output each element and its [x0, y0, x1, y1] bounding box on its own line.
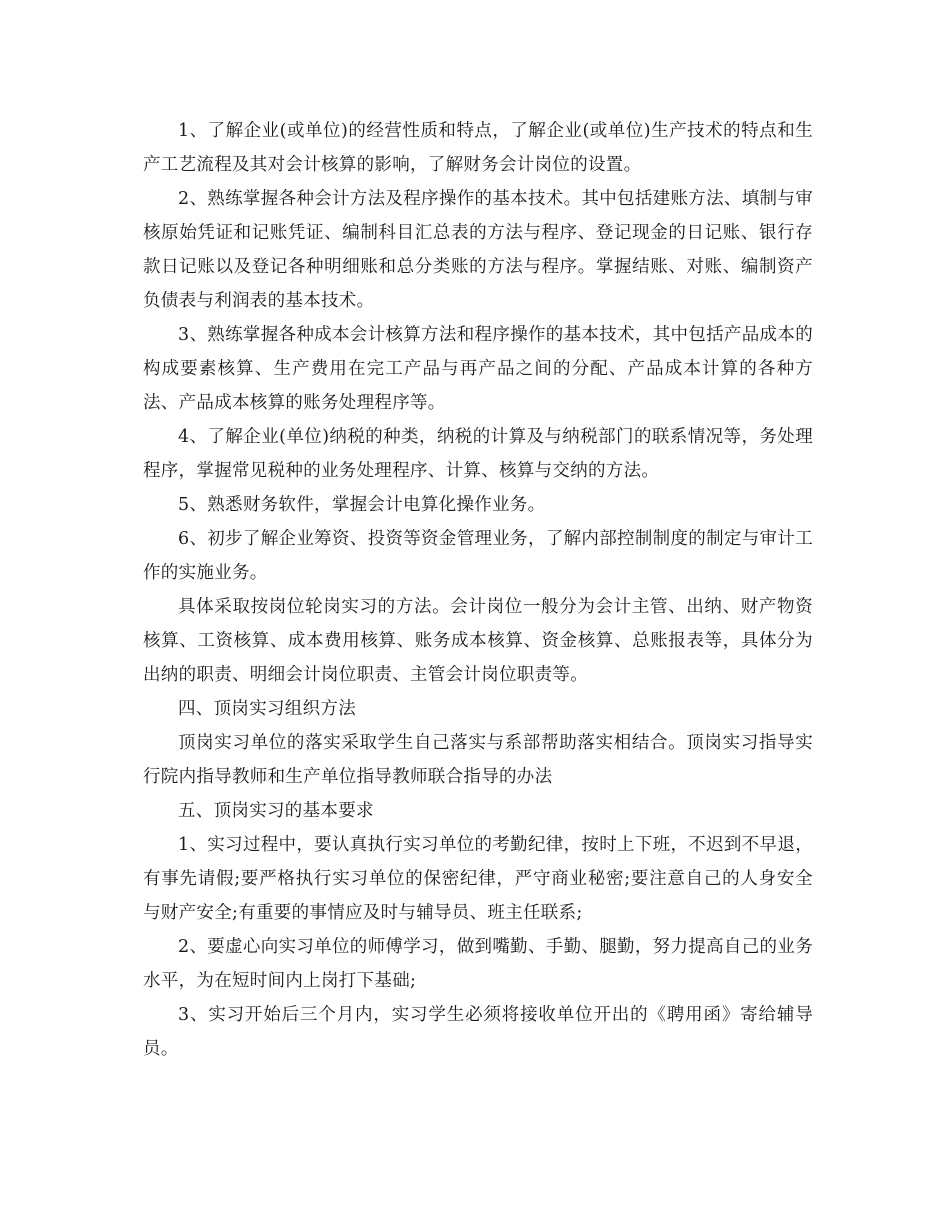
paragraph-objective-2: 2、熟练掌握各种会计方法及程序操作的基本技术。其中包括建账方法、填制与审核原始凭证和记账凭证、编制科目汇总表的方法与程序、登记现金的日记账、银行存款日记账以及登记各种明细账和总分类账的方法与程序。掌握结账、对账、编制资产负债表与利润表的基本技术。 — [143, 189, 813, 311]
paragraph-objective-4: 4、了解企业(单位)纳税的种类，纳税的计算及与纳税部门的联系情况等，务处理程序，掌握常见税种的业务处理程序、计算、核算与交纳的方法。 — [143, 427, 813, 481]
paragraph-objective-6: 6、初步了解企业筹资、投资等资金管理业务，了解内部控制制度的制定与审计工作的实施业务。 — [143, 529, 813, 583]
paragraph-objective-3: 3、熟练掌握各种成本会计核算方法和程序操作的基本技术，其中包括产品成本的构成要素核算、生产费用在完工产品与再产品之间的分配、产品成本计算的各种方法、产品成本核算的账务处理程序等。 — [143, 325, 813, 413]
paragraph-objective-1: 1、了解企业(或单位)的经营性质和特点，了解企业(或单位)生产技术的特点和生产工艺流程及其对会计核算的影响，了解财务会计岗位的设置。 — [143, 121, 813, 175]
document-body — [143, 114, 813, 1066]
paragraph-rotation-method: 具体采取按岗位轮岗实习的方法。会计岗位一般分为会计主管、出纳、财产物资核算、工资核算、成本费用核算、账务成本核算、资金核算、总账报表等，具体分为出纳的职责、明细会计岗位职责、主管会计岗位职责等。 — [143, 597, 813, 685]
paragraph-requirement-3: 3、实习开始后三个月内，实习学生必须将接收单位开出的《聘用函》寄给辅导员。 — [143, 1005, 813, 1059]
paragraph-objective-5: 5、熟悉财务软件，掌握会计电算化操作业务。 — [178, 495, 546, 515]
paragraph-requirement-2: 2、要虚心向实习单位的师傅学习，做到嘴勤、手勤、腿勤，努力提高自己的业务水平，为在短时间内上岗打下基础; — [143, 937, 813, 991]
section-heading-organization: 四、顶岗实习组织方法 — [178, 699, 356, 719]
section-heading-requirements: 五、顶岗实习的基本要求 — [178, 801, 374, 821]
paragraph-requirement-1: 1、实习过程中，要认真执行实习单位的考勤纪律，按时上下班，不迟到不早退，有事先请假;要严格执行实习单位的保密纪律，严守商业秘密;要注意自己的人身安全与财产安全;有重要的事情应及时与辅导员、班主任联系; — [143, 835, 813, 923]
paragraph-organization: 顶岗实习单位的落实采取学生自己落实与系部帮助落实相结合。顶岗实习指导实行院内指导教师和生产单位指导教师联合指导的办法 — [143, 733, 813, 787]
